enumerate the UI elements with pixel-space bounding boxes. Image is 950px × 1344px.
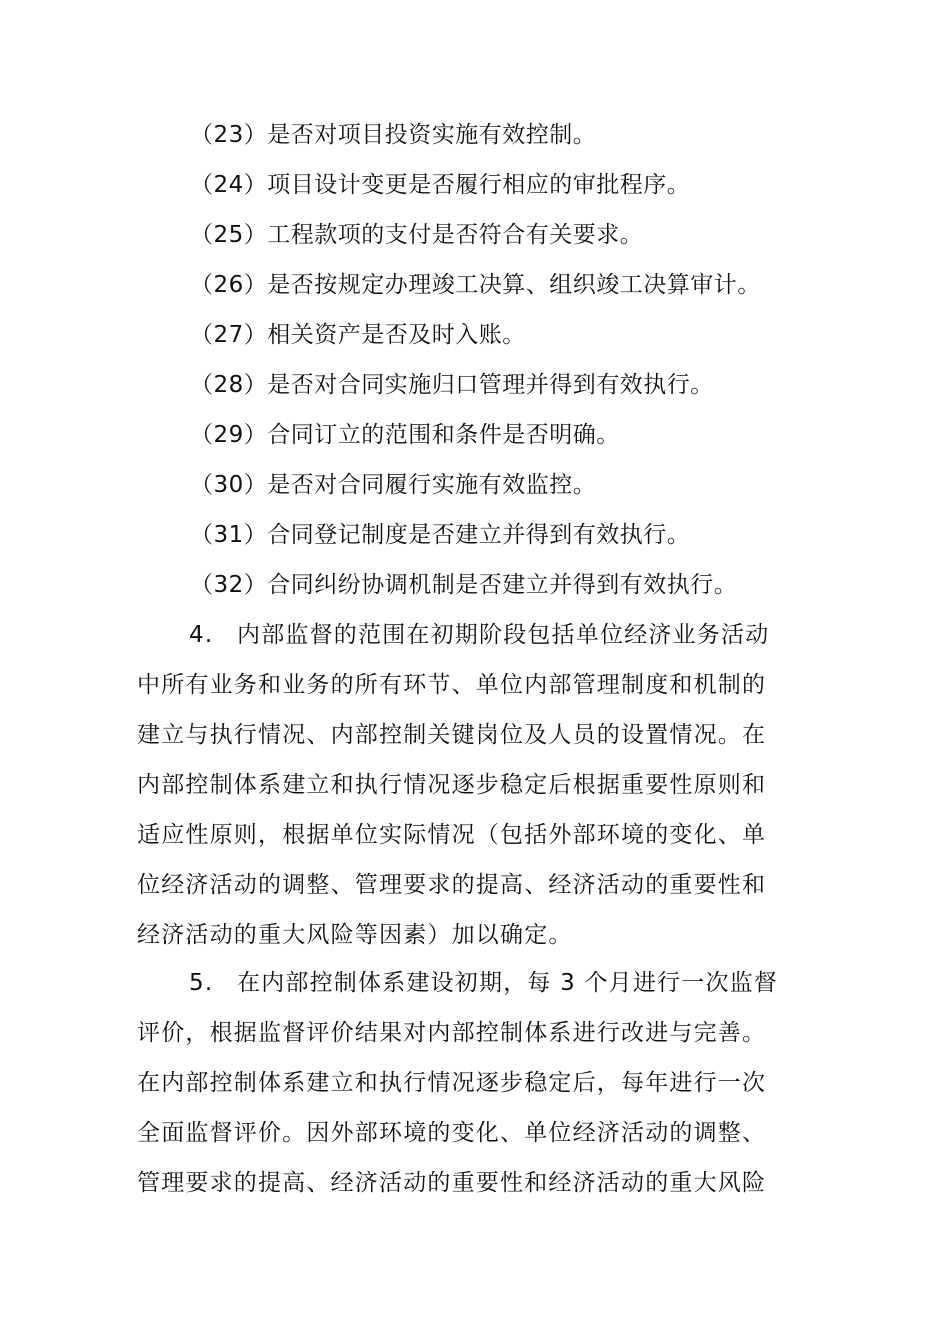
- list-item: （29）合同订立的范围和条件是否明确。: [190, 422, 620, 448]
- paragraph-line: 适应性原则，根据单位实际情况（包括外部环境的变化、单: [137, 822, 767, 848]
- paragraph-line: 管理要求的提高、经济活动的重要性和经济活动的重大风险: [137, 1170, 767, 1196]
- paragraph-4: [137, 610, 827, 960]
- list-item: （25）工程款项的支付是否符合有关要求。: [190, 222, 644, 248]
- paragraph-line: 位经济活动的调整、管理要求的提高、经济活动的重要性和: [137, 872, 767, 898]
- list-item: （32）合同纠纷协调机制是否建立并得到有效执行。: [190, 572, 738, 598]
- paragraph-line: 经济活动的重大风险等因素）加以确定。: [137, 922, 573, 948]
- paragraph-line: 内部控制体系建立和执行情况逐步稳定后根据重要性原则和: [137, 772, 767, 798]
- list-item: （28）是否对合同实施归口管理并得到有效执行。: [190, 372, 714, 398]
- list-item: （31）合同登记制度是否建立并得到有效执行。: [190, 522, 691, 548]
- paragraph-line: 评价，根据监督评价结果对内部控制体系进行改进与完善。: [137, 1020, 767, 1046]
- paragraph-line: 建立与执行情况、内部控制关键岗位及人员的设置情况。在: [137, 722, 767, 748]
- list-item: （27）相关资产是否及时入账。: [190, 322, 526, 348]
- paragraph-number: 4.: [189, 622, 214, 648]
- paragraph-text: 内部监督的范围在初期阶段包括单位经济业务活动: [237, 622, 770, 648]
- list-item: （24）项目设计变更是否履行相应的审批程序。: [190, 172, 691, 198]
- list-item: （26）是否按规定办理竣工决算、组织竣工决算审计。: [190, 272, 761, 298]
- paragraph-5: [137, 958, 827, 1208]
- paragraph-line: 全面监督评价。因外部环境的变化、单位经济活动的调整、: [137, 1120, 767, 1146]
- list-item: （23）是否对项目投资实施有效控制。: [190, 122, 597, 148]
- paragraph-line: 中所有业务和业务的所有环节、单位内部管理制度和机制的: [137, 672, 767, 698]
- checklist: [190, 110, 830, 610]
- paragraph-number: 5.: [189, 970, 214, 996]
- paragraph-line: 在内部控制体系建立和执行情况逐步稳定后，每年进行一次: [137, 1070, 767, 1096]
- paragraph-text: 在内部控制体系建设初期，每 3 个月进行一次监督: [237, 970, 779, 996]
- paragraph-line: [137, 610, 827, 660]
- list-item: （30）是否对合同履行实施有效监控。: [190, 472, 597, 498]
- paragraph-line: [137, 958, 827, 1008]
